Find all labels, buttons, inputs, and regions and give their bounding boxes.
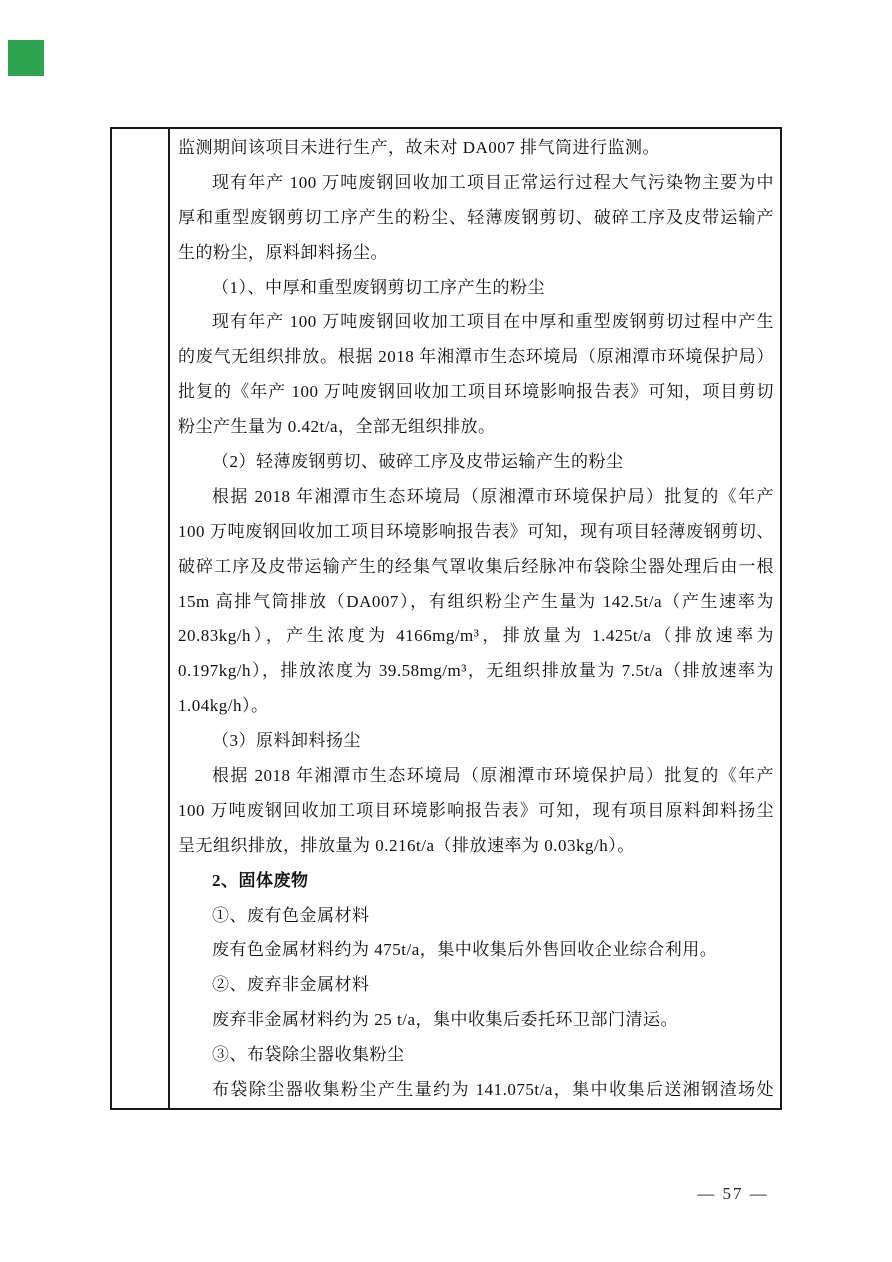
text-line: 的废气无组织排放。根据 2018 年湘潭市生态环境局（原湘潭市环境保护局） [178, 347, 774, 367]
text-line: 废弃非金属材料约为 25 t/a，集中收集后委托环卫部门清运。 [212, 1010, 678, 1030]
text-line: 监测期间该项目未进行生产，故未对 DA007 排气筒进行监测。 [178, 138, 661, 157]
table-label-cell [112, 129, 170, 1108]
text-line: 100 万吨废钢回收加工项目环境影响报告表》可知，现有项目原料卸料扬尘 [178, 800, 774, 820]
text-line: 根据 2018 年湘潭市生态环境局（原湘潭市环境保护局）批复的《年产 [212, 766, 774, 786]
text-line: ①、废有色金属材料 [212, 905, 370, 925]
green-marker [8, 40, 44, 76]
text-line: 粉尘产生量为 0.42t/a，全部无组织排放。 [178, 417, 496, 437]
section-heading-solid-waste: 2、固体废物 [212, 870, 309, 890]
text-line: 1.04kg/h）。 [178, 696, 269, 716]
text-line: （3）原料卸料扬尘 [212, 731, 361, 751]
text-line: 废有色金属材料约为 475t/a，集中收集后外售回收企业综合利用。 [212, 940, 718, 960]
text-line: ②、废弃非金属材料 [212, 975, 370, 995]
text-line: 呈无组织排放，排放量为 0.216t/a（排放速率为 0.03kg/h）。 [178, 835, 635, 855]
text-line: 0.197kg/h），排放浓度为 39.58mg/m³，无组织排放量为 7.5t/a（排放速率为 [178, 661, 774, 681]
text-line: （1）、中厚和重型废钢剪切工序产生的粉尘 [212, 277, 545, 297]
text-line: 布袋除尘器收集粉尘产生量约为 141.075t/a，集中收集后送湘钢渣场处 [212, 1080, 774, 1100]
text-line: （2）轻薄废钢剪切、破碎工序及皮带运输产生的粉尘 [212, 452, 624, 472]
text-line: 现有年产 100 万吨废钢回收加工项目在中厚和重型废钢剪切过程中产生 [212, 312, 774, 332]
text-line: ③、布袋除尘器收集粉尘 [212, 1045, 405, 1065]
text-line: 批复的《年产 100 万吨废钢回收加工项目环境影响报告表》可知，项目剪切 [178, 382, 774, 402]
page-number: — 57 — [697, 1184, 769, 1203]
text-line: 厚和重型废钢剪切工序产生的粉尘、轻薄废钢剪切、破碎工序及皮带运输产 [178, 207, 774, 227]
text-line: 20.83kg/h），产生浓度为 4166mg/m³，排放量为 1.425t/a（排放速率为 [178, 626, 774, 646]
report-table [110, 127, 782, 1110]
table-text-cell [170, 129, 780, 1108]
text-line: 100 万吨废钢回收加工项目环境影响报告表》可知，现有项目轻薄废钢剪切、 [178, 521, 774, 541]
text-line: 破碎工序及皮带运输产生的经集气罩收集后经脉冲布袋除尘器处理后由一根 [178, 556, 774, 576]
text-line: 根据 2018 年湘潭市生态环境局（原湘潭市环境保护局）批复的《年产 [212, 486, 774, 506]
text-line: 15m 高排气筒排放（DA007），有组织粉尘产生量为 142.5t/a（产生速率为 [178, 591, 774, 611]
text-line: 现有年产 100 万吨废钢回收加工项目正常运行过程大气污染物主要为中 [212, 172, 774, 192]
text-line: 生的粉尘，原料卸料扬尘。 [178, 242, 388, 262]
